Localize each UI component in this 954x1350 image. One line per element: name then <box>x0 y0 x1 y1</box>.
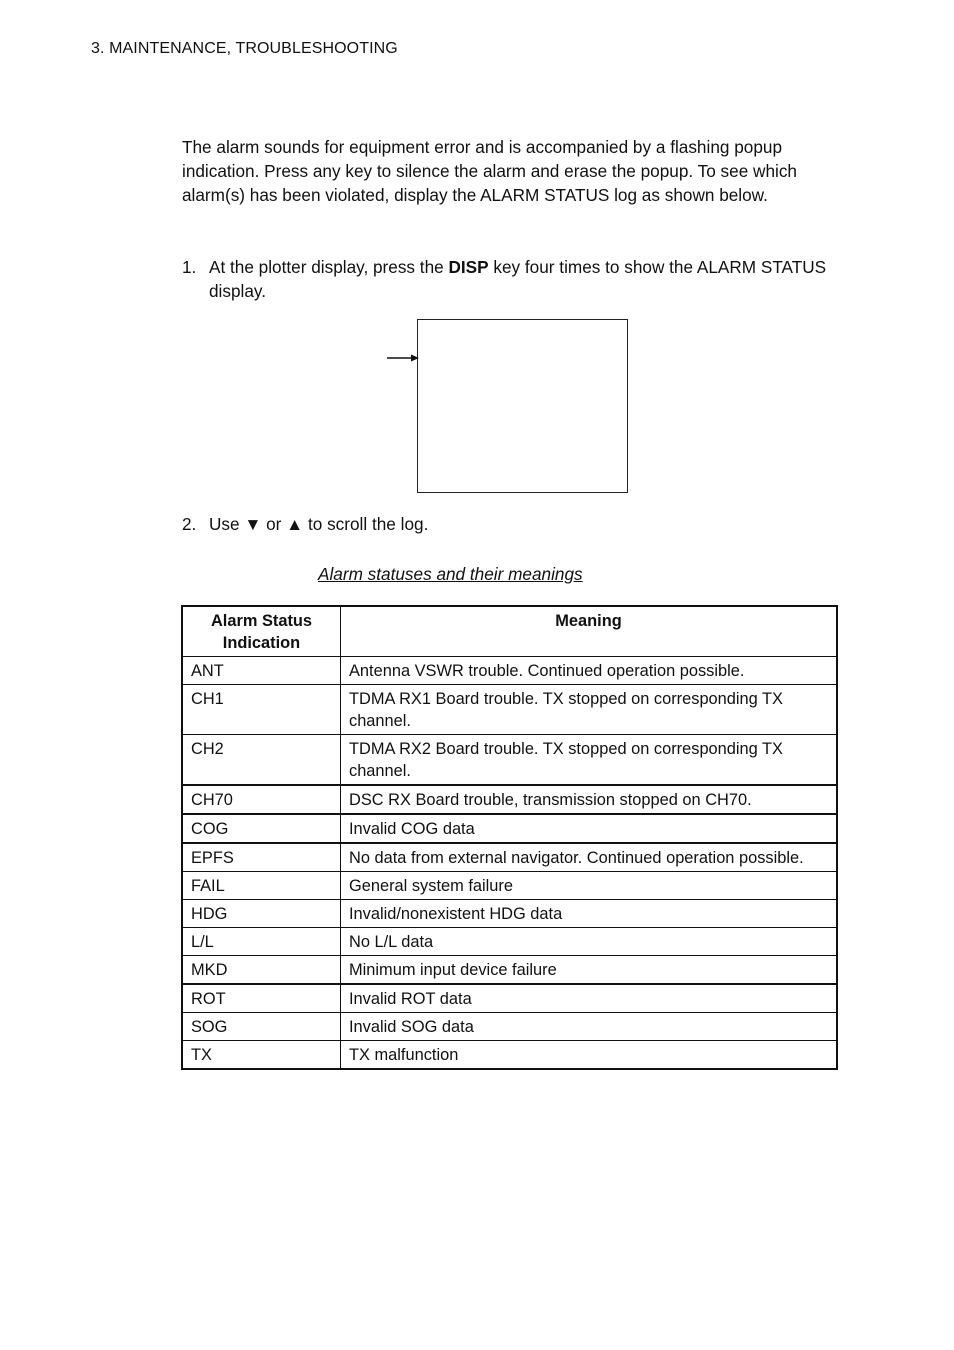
table-row <box>182 900 837 928</box>
table-row <box>182 872 837 900</box>
column-header-status: Alarm Status Indication <box>182 606 341 657</box>
alarm-meaning-cell: TDMA RX1 Board trouble. TX stopped on corresponding TX channel. <box>341 685 838 735</box>
column-header-meaning: Meaning <box>341 606 838 657</box>
alarm-meaning-cell: Antenna VSWR trouble. Continued operation possible. <box>341 657 838 685</box>
alarm-meaning-cell: DSC RX Board trouble, transmission stopped on CH70. <box>341 785 838 814</box>
step-number: 1. <box>182 257 197 277</box>
pointer-arrow-icon <box>387 357 417 359</box>
alarm-meaning-cell: Minimum input device failure <box>341 956 838 985</box>
alarm-status-table <box>181 605 838 1070</box>
alarm-status-cell: MKD <box>182 956 341 985</box>
alarm-status-cell: EPFS <box>182 843 341 872</box>
table-row <box>182 956 837 985</box>
page-header: 3. MAINTENANCE, TROUBLESHOOTING <box>91 40 398 57</box>
alarm-meaning-cell: Invalid/nonexistent HDG data <box>341 900 838 928</box>
alarm-meaning-cell: Invalid SOG data <box>341 1013 838 1041</box>
alarm-status-cell: ANT <box>182 657 341 685</box>
alarm-meaning-cell: TDMA RX2 Board trouble. TX stopped on corresponding TX channel. <box>341 735 838 786</box>
alarm-meaning-cell: No L/L data <box>341 928 838 956</box>
table-row <box>182 984 837 1013</box>
alarm-status-cell: FAIL <box>182 872 341 900</box>
alarm-status-cell: TX <box>182 1041 341 1070</box>
step-text: At the plotter display, press the DISP key four times to show the ALARM STATUS display. <box>209 257 827 301</box>
alarm-status-cell: COG <box>182 814 341 843</box>
table-row <box>182 928 837 956</box>
alarm-status-cell: CH70 <box>182 785 341 814</box>
table-row <box>182 785 837 814</box>
alarm-meaning-cell: Invalid COG data <box>341 814 838 843</box>
disp-key-label: DISP <box>448 257 489 277</box>
alarm-meaning-cell: General system failure <box>341 872 838 900</box>
step-text: Use ▼ or ▲ to scroll the log. <box>209 514 429 534</box>
alarm-meaning-cell: TX malfunction <box>341 1041 838 1070</box>
alarm-status-cell: L/L <box>182 928 341 956</box>
table-row <box>182 1041 837 1070</box>
table-row <box>182 685 837 735</box>
table-row <box>182 735 837 786</box>
table-row <box>182 657 837 685</box>
table-row <box>182 814 837 843</box>
table-row <box>182 843 837 872</box>
alarm-status-cell: CH1 <box>182 685 341 735</box>
step-number: 2. <box>182 514 197 534</box>
alarm-status-cell: HDG <box>182 900 341 928</box>
alarm-status-cell: SOG <box>182 1013 341 1041</box>
alarm-status-display-figure <box>417 319 628 493</box>
table-caption: Alarm statuses and their meanings <box>318 564 583 584</box>
alarm-status-cell: CH2 <box>182 735 341 786</box>
alarm-status-cell: ROT <box>182 984 341 1013</box>
alarm-meaning-cell: Invalid ROT data <box>341 984 838 1013</box>
intro-paragraph: The alarm sounds for equipment error and is accompanied by a flashing popup indication. Press any key to silence the alarm and erase the popup. To see which alarm(s) has been violated, display the ALARM STATUS log as shown below. <box>182 137 797 205</box>
table-row <box>182 1013 837 1041</box>
alarm-meaning-cell: No data from external navigator. Continued operation possible. <box>341 843 838 872</box>
